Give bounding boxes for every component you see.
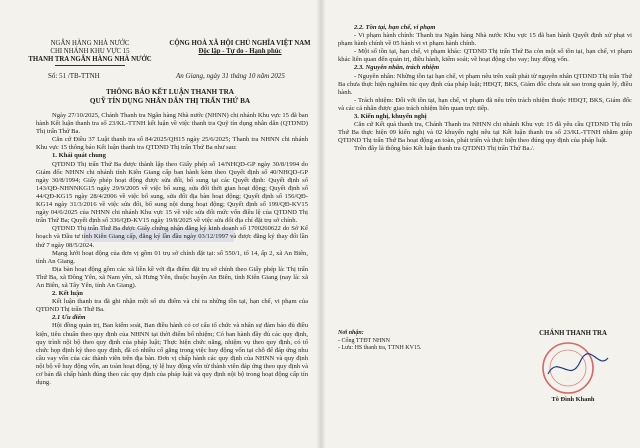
section-heading: 2. Kết luận bbox=[52, 290, 83, 298]
paragraph: QTDND Thị trấn Thứ Ba được Giấy chứng nhận đăng ký kinh doanh số 1700260622 do Sở Kế hoạch và Đầu tư tỉnh Kiên Giang cấp, đăng ký lần đầu ngày 03/12/1997 và được đăng ký thay đổi lần thứ 7 ngày 08/5/2024. bbox=[36, 225, 308, 249]
nation-line-2: Độc lập - Tự do - Hạnh phúc bbox=[198, 48, 282, 55]
paragraph: - Trách nhiệm: Đối với tồn tại, hạn chế, vi phạm đã nêu trên trách nhiệm thuộc HĐQT, BKS, Giám đốc và các cá nhân được giao trách nhiệm liên quan trực tiếp. bbox=[338, 96, 632, 112]
recipient-item: - Cổng TTĐT NHNN bbox=[338, 337, 390, 344]
section-heading: 1. Khái quát chung bbox=[52, 152, 106, 160]
recipients-block bbox=[338, 330, 468, 353]
paragraph: Kết luận thanh tra đã ghi nhận một số ưu điểm và chỉ ra những tồn tại, hạn chế, vi phạm của QTDND Thị trấn Thứ Ba. bbox=[36, 298, 308, 314]
left-body-text bbox=[36, 112, 308, 387]
document-title bbox=[40, 88, 300, 105]
right-body-text bbox=[338, 24, 632, 154]
section-heading: 2.2. Tồn tại, hạn chế, vi phạm bbox=[354, 24, 436, 31]
org-rule bbox=[55, 65, 125, 66]
signer-title: CHÁNH THANH TRA bbox=[539, 330, 607, 337]
title-line-1: THÔNG BÁO KẾT LUẬN THANH TRA bbox=[105, 88, 234, 96]
issuing-organization bbox=[20, 40, 160, 67]
section-heading: 3. Kiến nghị, khuyến nghị bbox=[354, 113, 427, 121]
paragraph: Căn cứ Kết quả thanh tra, Chánh Thanh tra NHNN chi nhánh Khu vực 15 đã yêu cầu QTDND Thị trấn Thứ Ba thực hiện 09 kiến nghị và 02 khuyến nghị nêu tại Kết luận thanh tra số 23/KL-TTNH nhằm giúp QTDND Thị trấn Thứ Ba hoạt động an toàn, phát triển và thực hiện theo đúng quy định của pháp luật. bbox=[338, 121, 632, 145]
nation-line-1: CỘNG HOÀ XÃ HỘI CHỦ NGHĨA VIỆT NAM bbox=[169, 40, 311, 47]
signer-name: Tô Đình Khanh bbox=[551, 396, 595, 403]
recipient-item: - Lưu: HS thanh tra, TTNH KV15. bbox=[338, 345, 422, 351]
paragraph: Mạng lưới hoạt động của đơn vị gồm 01 trụ sở chính đặt tại: số 550/1, tổ 14, ấp 2, xã An Biên, tỉnh An Giang. bbox=[36, 249, 308, 265]
org-line-3: THANH TRA NGÂN HÀNG NHÀ NƯỚC bbox=[28, 56, 152, 63]
signature-block bbox=[518, 330, 628, 404]
paragraph: Địa bàn hoạt động gồm các xã liền kề với địa điểm đặt trụ sở chính theo Giấy phép là: Thị trấn Thứ Ba, xã Đông Yên, xã Nam yên, xã Hưng Yên, thuộc huyện An Biên, tỉnh Kiên Giang (nay là: xã An Biên, xã Tây Yên, tỉnh An Giang). bbox=[36, 265, 308, 289]
section-heading: 2.1 Ưu điểm bbox=[52, 314, 86, 322]
paragraph: - Vi phạm hành chính: Thanh tra Ngân hàng Nhà nước Khu vực 15 đã ban hành Quyết định xử phạt vi phạm hành chính về 05 hành vi vi phạm hành chính. bbox=[338, 32, 632, 48]
right-page bbox=[322, 0, 640, 448]
seal-and-signature-icon bbox=[528, 340, 618, 396]
paragraph: QTDND Thị trấn Thứ Ba được thành lập theo Giấy phép số 14/NHQD-GP ngày 30/8/1994 do Giám đốc NHNN chi nhánh tỉnh Kiên Giang cấp ban hành kèm theo Quyết định số 40/NHQD-GP ngày 30/8/1994; Giấy phép hoạt động được sửa đổi, bổ sung tại các Quyết định: Quyết định số 143/QĐ-NHNNKG15 ngày 29/9/2005 về việc bổ sung, sửa đổi thời gian hoạt động; Quyết định số 44/QĐ-KG15 ngày 28/4/2006 về việc bổ sung, sửa đổi địa bàn hoạt động; Quyết định số 156/QĐ-KG14 ngày 31/3/2016 về việc sửa đổi, bổ sung nội dung hoạt động; Quyết định số 199/QĐ-KV15 ngày 04/6/2025 của NHNN chi nhánh Khu vực 15 về việc sửa đổi mức vốn điều lệ của QTDND Thị trấn Thứ Ba; Quyết định số 336/QĐ-KV15 ngày 19/8/2025 về việc sửa đổi địa chỉ đặt trụ sở chính. bbox=[36, 160, 308, 225]
org-line-2: CHI NHÁNH KHU VỰC 15 bbox=[50, 48, 130, 55]
national-heading bbox=[160, 40, 320, 56]
section-heading: 2.3. Nguyên nhân, trách nhiệm bbox=[354, 64, 440, 72]
issue-date: An Giang, ngày 31 tháng 10 năm 2025 bbox=[176, 72, 285, 80]
paragraph: Căn cứ Điều 37 Luật thanh tra số 84/2025/QH15 ngày 25/6/2025; Thanh tra NHNN chi nhánh Khu vực 15 thông báo Kết luận thanh tra QTDND Thị trấn Thứ Ba như sau: bbox=[36, 136, 308, 152]
document-number: Số: 51 /TB-TTNH bbox=[48, 72, 100, 80]
paragraph: Trên đây là thông báo Kết luận thanh tra QTDND Thị trấn Thứ Ba./. bbox=[354, 145, 535, 153]
org-line-1: NGÂN HÀNG NHÀ NƯỚC bbox=[50, 40, 130, 47]
title-line-2: QUỸ TÍN DỤNG NHÂN DÂN THỊ TRẤN THỨ BA bbox=[89, 96, 251, 105]
paragraph: - Một số tồn tại, hạn chế, vi phạm khác: QTDND Thị trấn Thứ Ba còn một số tồn tại, hạn chế, vi phạm khác liên quan đến quản trị, điều hành, kiểm soát; về hoạt động cho vay; huy động vốn. bbox=[338, 48, 632, 64]
recipients-label: Nơi nhận: bbox=[338, 330, 364, 336]
paragraph: - Nguyên nhân: Những tồn tại hạn chế, vi phạm nêu trên xuất phát từ nguyên nhân QTDND Thị trấn Thứ Ba chưa thực hiện nghiêm túc quy định của pháp luật; HĐQT, BKS, Giám đốc chưa sát sao trong quản lý, điều hành. bbox=[338, 72, 632, 96]
paragraph: Hội đồng quản trị, Ban kiểm soát, Ban điều hành có cơ cấu tổ chức và nhân sự đảm bảo đủ điều kiện, tiêu chuẩn theo quy định của NHNN tại thời điểm bổ nhiệm; Có ban hành đầy đủ các quy định, quy trình nội bộ theo quy định của pháp luật; Thực hiện chức năng, nhiệm vụ theo quy định, có tổ chức họp định kỳ theo quy định, đã có nhiều cố gắng trong việc huy động vốn tại chỗ để đáp ứng nhu cầu vay vốn của các thành viên trên địa bàn. Đơn vị chấp hành các quy định của NHNN và quy định nội bộ về huy động vốn, an toàn hoạt động, tỷ lệ huy động vốn từ thành viên đáp ứng theo quy định và cơ bản đã chấp hành đúng theo các quy định của pháp luật và quy định nội bộ trong hoạt động cấp tín dụng. bbox=[36, 322, 308, 387]
paragraph: Ngày 27/10/2025, Chánh Thanh tra Ngân hàng Nhà nước (NHNN) chi nhánh Khu vực 15 đã ban hành Kết luận thanh tra số 23/KL-TTNH kết luận về việc thanh tra Quỹ tín dụng nhân dân (QTDND) Thị trấn Thứ Ba. bbox=[36, 112, 308, 136]
